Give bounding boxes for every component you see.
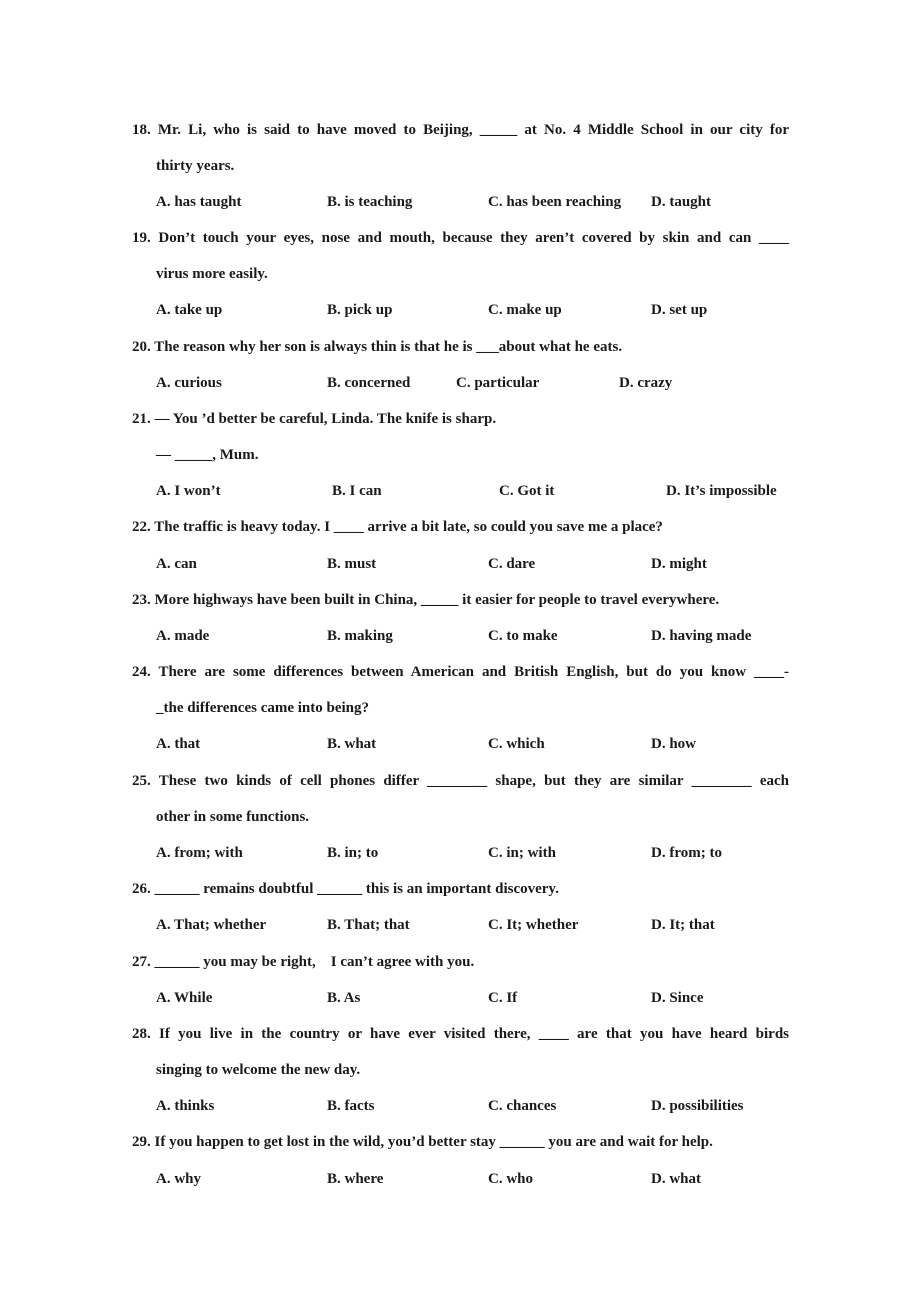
option-d: D. having made bbox=[651, 628, 752, 644]
option-a: A. that bbox=[156, 736, 201, 752]
option-a: A. from; with bbox=[156, 845, 243, 861]
question-stem-line: _the differences came into being? bbox=[156, 700, 370, 716]
option-c: C. who bbox=[488, 1171, 534, 1187]
option-a: A. why bbox=[156, 1171, 202, 1187]
option-a: A. thinks bbox=[156, 1098, 215, 1114]
option-d: D. Since bbox=[651, 990, 704, 1006]
question-stem-line: 26. ______ remains doubtful ______ this is an important discovery. bbox=[132, 881, 559, 897]
option-c: C. dare bbox=[488, 556, 536, 572]
option-b: B. concerned bbox=[327, 375, 411, 391]
option-b: B. in; to bbox=[327, 845, 379, 861]
option-a: A. take up bbox=[156, 302, 223, 318]
option-d: D. taught bbox=[651, 194, 712, 210]
option-a: A. While bbox=[156, 990, 213, 1006]
option-c: C. make up bbox=[488, 302, 562, 318]
option-a: A. I won’t bbox=[156, 483, 221, 499]
question-stem-line: 20. The reason why her son is always thin is that he is ___about what he eats. bbox=[132, 339, 623, 355]
option-a: A. curious bbox=[156, 375, 222, 391]
question-stem-line: 22. The traffic is heavy today. I ____ arrive a bit late, so could you save me a place? bbox=[132, 519, 663, 535]
question-stem-line: other in some functions. bbox=[156, 809, 310, 825]
option-b: B. facts bbox=[327, 1098, 375, 1114]
question-stem-line: 25. These two kinds of cell phones differ ________ shape, but they are similar ________ each bbox=[132, 773, 789, 789]
option-c: C. particular bbox=[456, 375, 540, 391]
option-a: A. That; whether bbox=[156, 917, 267, 933]
question-stem-line: 29. If you happen to get lost in the wild, you’d better stay ______ you are and wait for help. bbox=[132, 1134, 713, 1150]
option-c: C. chances bbox=[488, 1098, 557, 1114]
option-c: C. If bbox=[488, 990, 518, 1006]
question-stem-line: singing to welcome the new day. bbox=[156, 1062, 361, 1078]
option-d: D. from; to bbox=[651, 845, 722, 861]
option-a: A. can bbox=[156, 556, 197, 572]
question-stem-line: 27. ______ you may be right, I can’t agree with you. bbox=[132, 954, 475, 970]
question-stem-line: virus more easily. bbox=[156, 266, 268, 282]
option-d: D. how bbox=[651, 736, 697, 752]
option-b: B. making bbox=[327, 628, 393, 644]
question-stem-line: 18. Mr. Li, who is said to have moved to Beijing, _____ at No. 4 Middle School in our city for bbox=[132, 122, 789, 138]
option-b: B. pick up bbox=[327, 302, 393, 318]
option-b: B. where bbox=[327, 1171, 384, 1187]
option-b: B. must bbox=[327, 556, 377, 572]
option-d: D. might bbox=[651, 556, 707, 572]
option-d: D. possibilities bbox=[651, 1098, 744, 1114]
option-d: D. set up bbox=[651, 302, 708, 318]
option-b: B. I can bbox=[332, 483, 382, 499]
option-c: C. Got it bbox=[499, 483, 555, 499]
option-d: D. crazy bbox=[619, 375, 673, 391]
question-stem-line: thirty years. bbox=[156, 158, 235, 174]
question-stem-line: 19. Don’t touch your eyes, nose and mouth, because they aren’t covered by skin and can ____ bbox=[132, 230, 789, 246]
question-stem-line: 24. There are some differences between American and British English, but do you know ____- bbox=[132, 664, 789, 680]
option-b: B. is teaching bbox=[327, 194, 413, 210]
option-b: B. That; that bbox=[327, 917, 410, 933]
question-stem-line: 28. If you live in the country or have ever visited there, ____ are that you have heard birds bbox=[132, 1026, 789, 1042]
option-b: B. As bbox=[327, 990, 361, 1006]
option-d: D. It; that bbox=[651, 917, 715, 933]
option-c: C. in; with bbox=[488, 845, 556, 861]
question-stem-line: — _____, Mum. bbox=[156, 447, 259, 463]
option-c: C. which bbox=[488, 736, 545, 752]
option-c: C. has been reaching bbox=[488, 194, 622, 210]
option-c: C. It; whether bbox=[488, 917, 579, 933]
option-d: D. It’s impossible bbox=[666, 483, 777, 499]
option-a: A. has taught bbox=[156, 194, 242, 210]
option-d: D. what bbox=[651, 1171, 702, 1187]
question-stem-line: 23. More highways have been built in China, _____ it easier for people to travel everywhere. bbox=[132, 592, 720, 608]
option-a: A. made bbox=[156, 628, 210, 644]
question-stem-line: 21. — You ’d better be careful, Linda. The knife is sharp. bbox=[132, 411, 497, 427]
option-c: C. to make bbox=[488, 628, 558, 644]
option-b: B. what bbox=[327, 736, 377, 752]
